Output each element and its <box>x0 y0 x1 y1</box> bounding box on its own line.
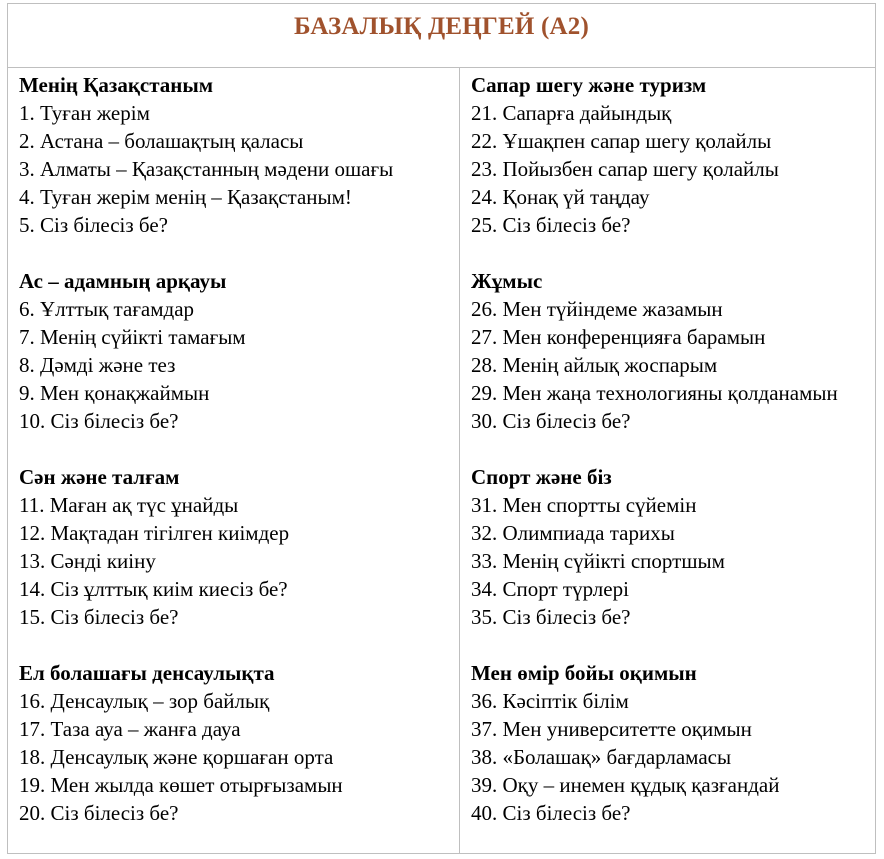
topic-item: 25. Сіз білесіз бе? <box>471 213 631 237</box>
section-heading: Ас – адамның арқауы <box>19 269 227 293</box>
page-title: БАЗАЛЫҚ ДЕҢГЕЙ (А2) <box>293 13 590 40</box>
topic-section <box>471 659 867 827</box>
topic-item: 6. Ұлттық тағамдар <box>19 297 195 321</box>
section-heading: Сән және талғам <box>19 465 180 489</box>
topic-item: 3. Алматы – Қазақстанның мәдени ошағы <box>19 157 394 181</box>
topic-item: 8. Дәмді және тез <box>19 353 176 377</box>
right-column <box>460 68 875 853</box>
topic-item: 37. Мен университетте оқимын <box>471 717 752 741</box>
topic-item: 39. Оқу – инемен құдық қазғандай <box>471 773 780 797</box>
section-heading: Мен өмір бойы оқимын <box>471 661 697 685</box>
topic-item: 17. Таза ауа – жанға дауа <box>19 717 241 741</box>
topic-section <box>471 267 867 435</box>
topic-section <box>471 71 867 239</box>
topic-item: 24. Қонақ үй таңдау <box>471 185 650 209</box>
topic-item: 2. Астана – болашақтың қаласы <box>19 129 304 153</box>
topic-item: 32. Олимпиада тарихы <box>471 521 675 545</box>
topic-item: 23. Пойызбен сапар шегу қолайлы <box>471 157 779 181</box>
topics-columns <box>8 68 875 853</box>
topic-item: 14. Сіз ұлттық киім киесіз бе? <box>19 577 288 601</box>
topic-item: 4. Туған жерім менің – Қазақстаным! <box>19 185 352 209</box>
topic-item: 12. Мақтадан тігілген киімдер <box>19 521 290 545</box>
topic-item: 33. Менің сүйікті спортшым <box>471 549 725 573</box>
topic-item: 22. Ұшақпен сапар шегу қолайлы <box>471 129 772 153</box>
topic-item: 34. Спорт түрлері <box>471 577 629 601</box>
topic-item: 18. Денсаулық және қоршаған орта <box>19 745 334 769</box>
topic-item: 19. Мен жылда көшет отырғызамын <box>19 773 343 797</box>
topic-item: 38. «Болашақ» бағдарламасы <box>471 745 732 769</box>
topic-item: 10. Сіз білесіз бе? <box>19 409 179 433</box>
topic-item: 28. Менің айлық жоспарым <box>471 353 718 377</box>
curriculum-table <box>7 3 876 854</box>
topic-item: 20. Сіз білесіз бе? <box>19 801 179 825</box>
topic-item: 1. Туған жерім <box>19 101 150 125</box>
topic-item: 9. Мен қонақжаймын <box>19 381 210 405</box>
topic-section <box>19 463 451 631</box>
right-column-content <box>460 68 875 827</box>
topic-item: 40. Сіз білесіз бе? <box>471 801 631 825</box>
topic-item: 11. Маған ақ түс ұнайды <box>19 493 239 517</box>
topic-item: 26. Мен түйіндеме жазамын <box>471 297 723 321</box>
section-heading: Жұмыс <box>471 269 543 293</box>
topic-item: 15. Сіз білесіз бе? <box>19 605 179 629</box>
topic-item: 21. Сапарға дайындық <box>471 101 672 125</box>
left-column-content <box>8 68 459 827</box>
topic-item: 27. Мен конференцияға барамын <box>471 325 766 349</box>
left-column <box>8 68 460 853</box>
section-heading: Сапар шегу және туризм <box>471 73 707 97</box>
topic-item: 7. Менің сүйікті тамағым <box>19 325 246 349</box>
topic-item: 5. Сіз білесіз бе? <box>19 213 168 237</box>
section-heading: Спорт және біз <box>471 465 612 489</box>
topic-item: 31. Мен спортты сүйемін <box>471 493 697 517</box>
section-heading: Менің Қазақстаным <box>19 73 214 97</box>
topic-section <box>471 463 867 631</box>
topic-item: 35. Сіз білесіз бе? <box>471 605 631 629</box>
topic-section <box>19 659 451 827</box>
topic-item: 13. Сәнді киіну <box>19 549 156 573</box>
topic-section <box>19 71 451 239</box>
title-row <box>8 4 875 68</box>
topic-item: 36. Кәсіптік білім <box>471 689 629 713</box>
topic-section <box>19 267 451 435</box>
topic-item: 29. Мен жаңа технологияны қолданамын <box>471 381 838 405</box>
section-heading: Ел болашағы денсаулықта <box>19 661 275 685</box>
topic-item: 30. Сіз білесіз бе? <box>471 409 631 433</box>
topic-item: 16. Денсаулық – зор байлық <box>19 689 270 713</box>
